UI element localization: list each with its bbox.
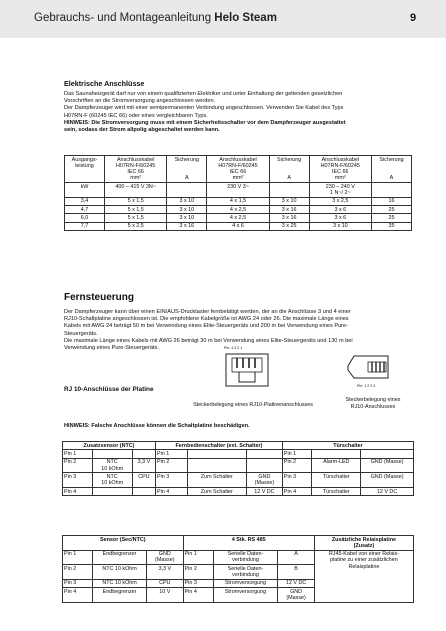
rj10-pin-labels-bottom: Pin: 1 2 3 4: [357, 384, 376, 388]
rj10-pin-labels-top: Pin: 4 3 2 1: [224, 346, 243, 350]
table-row: Pin 3 NTC 10 kOhm CPU Pin 3 Stromversorgung 12 V DC: [63, 579, 414, 587]
page-number: 9: [410, 12, 417, 24]
table-row: Pin 4 Pin 4 Zum Schalter 12 V DC Pin 4 Türschalter 12 V DC: [63, 487, 414, 495]
connector-table-b: [62, 535, 414, 603]
page-header: [0, 0, 446, 38]
table-header-row: Sensor (Sec/NTC) 4 Stk. RS 485 Zusätzliche Relaisplatine (Zusatz): [63, 536, 414, 551]
rj10-caption-right: Steckerbelegung eines RJ10-Anschlusses: [345, 397, 401, 410]
rj10-caption-left: Steckerbelegung eines RJ10-Platinenanschlusses: [193, 402, 313, 408]
section-heading-elektrisch: Elektrische Anschlüsse: [64, 79, 145, 88]
table-row: 7,7 5 x 2,5 3 x 16 4 x 6 3 x 25 3 x 10 35: [65, 222, 412, 230]
elektrisch-paragraph: Das Saunaheizgerät darf nur von einem qualifizierten Elektriker und unter Einhaltung der geltenden gesetzlichen Vorschriften an die Stromversorgung angeschlossen werden. Der Dampferzeuger wird mit einer semipermanenten Verbindung angeschlossen. Verwenden Sie Kabel des Typs H07RN-F (60245 IEC 66) oder eines vergleichbaren Typs. HINWEIS: Die Stromversorgung muss mit einem Sicherheitsschalter vor dem Dampferzeuger ausgestattet sein, sodass der Strom allpolig abgeschaltet werden kann.: [64, 91, 346, 134]
rj10-plug-icon: [344, 352, 394, 382]
power-table: [64, 155, 412, 231]
table-row: 3,4 5 x 1,5 3 x 10 4 x 1,5 3 x 10 3 x 2,5 16: [65, 197, 412, 205]
rj10-heading: RJ 10-Anschlüsse der Platine: [64, 386, 154, 393]
rj10-warning: HINWEIS: Falsche Anschlüsse können die Schaltplatine beschädigen.: [64, 423, 250, 429]
table-row: Pin 1 Endbegrenzer GND (Masse) Pin 1 Serielle Daten- verbindung A RJ45-Kabel von einer Relais- platine zu einer zusätzlichen Relaisplatine: [63, 550, 414, 565]
rj10-socket-icon: [224, 352, 270, 388]
fernsteuerung-paragraph: Der Dampferzeuger kann über einen EIN/AUS-Drucktaster fernbetätigt werden, der an die Anschlüsse 3 und 4 einer RJ10-Schaltplatine angeschlossen ist. Die empfohlene Kabelgröße ist AWG 24 oder 26. Die maximale Länge eines Kabels mit AWG 24 beträgt 50 m bei Verwendung eines Elite-Steuergeräts und 200 m bei Verwendung eines Pure- Steuergeräts. Die maximale Länge eines Kabels mit AWG 26 beträgt 30 m bei Verwendung eines Elite-Steuergeräts und 130 m bei Verwendung eines Pure-Steuergeräts.: [64, 309, 353, 352]
table-row: Pin 4 Endbegrenzer 10 V Pin 4 Stromversorgung GND (Masse): [63, 588, 414, 603]
table-row: Pin 1 Pin 1 Pin 1: [63, 450, 414, 458]
table-row: Pin 2 NTC 10 kOhm 3,3 V Pin 2 Pin 2 Alarm-LED GND (Masse): [63, 458, 414, 473]
table-row: 6,0 5 x 1,5 3 x 10 4 x 2,5 3 x 16 3 x 6 25: [65, 214, 412, 222]
table-row: 4,7 5 x 1,5 3 x 10 4 x 2,5 3 x 16 3 x 6 25: [65, 205, 412, 213]
section-heading-fernsteuerung: Fernsteuerung: [64, 292, 135, 303]
power-table-units: kW 400 – 415 V 3N~ 230 V 3~ 230 – 240 V 1 N~/ 2~: [65, 183, 412, 198]
table-header-row: Zusatzsensor (NTC) Fernbedienschalter (ext. Schalter) Türschalter: [63, 442, 414, 450]
table-row: Pin 2 NTC 10 kOhm 3,3 V Pin 2 Serielle Daten- verbindung B: [63, 565, 414, 580]
power-table-header: Ausgangs- leistung Anschlusskabel H07RN-F/60245 IEC 66 mm² Sicherung A Anschlusskabel H07RN-F/60245 IEC 66 mm² Sicherung A Anschlusskabel H07RN-F/60245 IEC 66 mm² Sicherung A: [65, 156, 412, 183]
table-row: Pin 3 NTC 10 kOhm CPU Pin 3 Zum Schalter GND (Masse) Pin 3 Türschalter GND (Masse): [63, 473, 414, 488]
document-title: Gebrauchs- und Montageanleitung Helo Steam: [34, 12, 277, 24]
connector-table-a: [62, 441, 414, 496]
